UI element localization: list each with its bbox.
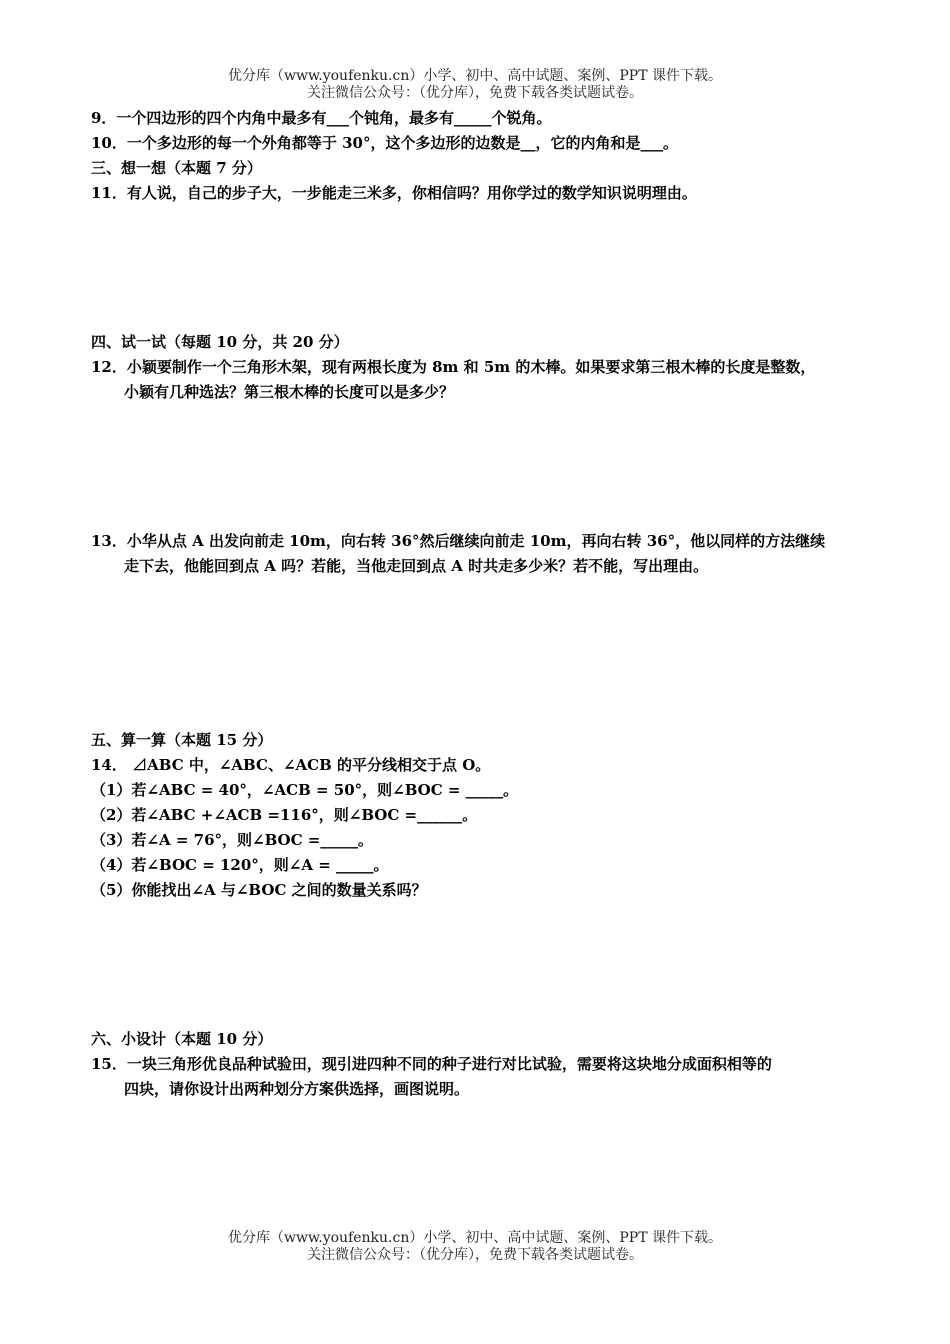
section-5-heading: 五、算一算（本题 15 分）: [91, 731, 273, 749]
question-15-line-1: 15．一块三角形优良品种试验田，现引进四种不同的种子进行对比试验，需要将这块地分成面积相等的: [91, 1055, 772, 1073]
question-14-part-1: （1）若∠ABC = 40°，∠ACB = 50°，则∠BOC = _____。: [91, 781, 519, 799]
footer-line-1: 优分库（www.youfenku.cn）小学、初中、高中试题、案例、PPT 课件下载。: [227, 1230, 722, 1246]
question-14-part-5: （5）你能找出∠A 与∠BOC 之间的数量关系吗？: [91, 881, 427, 899]
question-13-line-2: 走下去，他能回到点 A 吗？若能，当他走回到点 A 时共走多少米？若不能，写出理由。: [124, 557, 709, 575]
question-14-part-4: （4）若∠BOC = 120°，则∠A = _____。: [91, 856, 389, 874]
footer-line-2: 关注微信公众号：（优分库），免费下载各类试题试卷。: [307, 1247, 643, 1263]
question-13-line-1: 13．小华从点 A 出发向前走 10m，向右转 36°然后继续向前走 10m，再向右转 36°，他以同样的方法继续: [91, 532, 826, 550]
section-6-heading: 六、小设计（本题 10 分）: [91, 1030, 273, 1048]
page-footer: [0, 1230, 950, 1264]
header-line-2: 关注微信公众号：（优分库），免费下载各类试题试卷。: [307, 85, 643, 101]
section-4-heading: 四、试一试（每题 10 分，共 20 分）: [91, 333, 349, 351]
question-12-line-1: 12．小颖要制作一个三角形木架，现有两根长度为 8m 和 5m 的木棒。如果要求第三根木棒的长度是整数，: [91, 358, 816, 376]
page-header: [0, 68, 950, 102]
question-12-line-2: 小颖有几种选法？第三根木棒的长度可以是多少？: [124, 383, 455, 401]
header-line-1: 优分库（www.youfenku.cn）小学、初中、高中试题、案例、PPT 课件下载。: [227, 68, 722, 84]
question-14-part-3: （3）若∠A = 76°，则∠BOC =_____。: [91, 831, 373, 849]
question-14-part-2: （2）若∠ABC +∠ACB =116°，则∠BOC =______。: [91, 806, 478, 824]
question-14: 14． ⊿ABC 中，∠ABC、∠ACB 的平分线相交于点 O。: [91, 756, 491, 774]
section-3-heading: 三、想一想（本题 7 分）: [91, 159, 262, 177]
question-11: 11．有人说，自己的步子大，一步能走三米多，你相信吗？用你学过的数学知识说明理由。: [91, 184, 697, 202]
question-15-line-2: 四块，请你设计出两种划分方案供选择，画图说明。: [124, 1080, 470, 1098]
question-9: 9．一个四边形的四个内角中最多有___个钝角，最多有_____个锐角。: [91, 109, 552, 127]
question-10: 10．一个多边形的每一个外角都等于 30°，这个多边形的边数是__，它的内角和是___。: [91, 134, 678, 152]
